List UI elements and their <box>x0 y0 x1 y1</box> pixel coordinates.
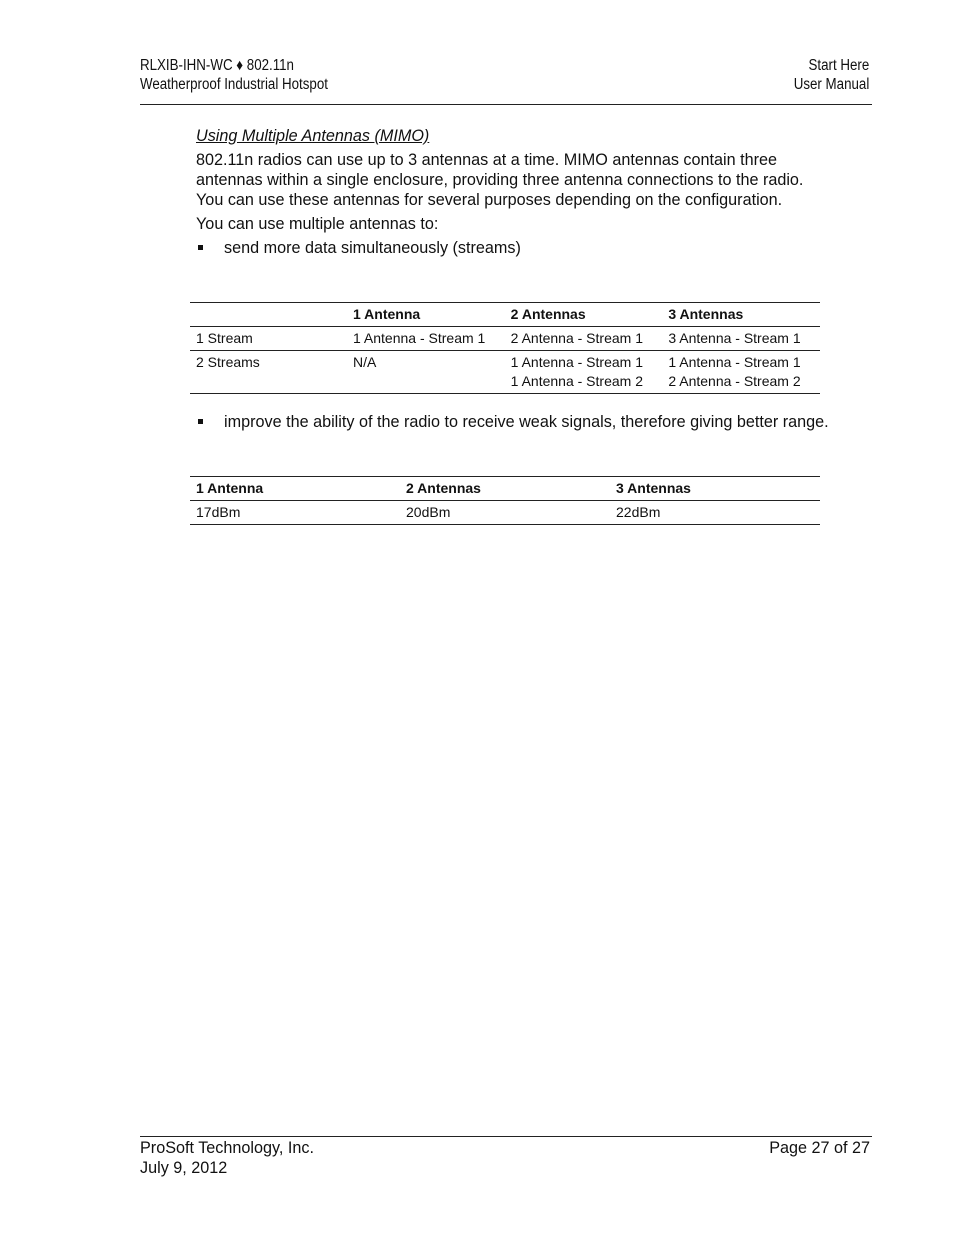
header-left <box>140 56 328 94</box>
bullet-item <box>196 238 822 258</box>
header-product: RLXIB-IHN-WC ♦ 802.11n <box>140 57 294 74</box>
table-header-cell: 2 Antennas <box>406 480 481 496</box>
page-header <box>140 56 870 104</box>
table-cell <box>505 351 663 394</box>
square-bullet-icon <box>198 419 203 424</box>
table-cell: 2 Antenna - Stream 1 <box>510 330 643 346</box>
table-cell-line: 1 Antenna - Stream 1 <box>668 354 801 370</box>
streams-table <box>190 302 820 394</box>
table-header-cell: 1 Antenna <box>353 306 421 322</box>
intro-paragraph: 802.11n radios can use up to 3 antennas at a time. MIMO antennas contain three antennas within a single enclosure, providing three antenna connections to the radio. You can use these antennas for several purposes depending on the configuration. <box>196 151 804 209</box>
table-cell-line: 1 Antenna - Stream 2 <box>510 373 643 389</box>
square-bullet-icon <box>198 245 203 250</box>
table-header-cell: 3 Antennas <box>616 480 691 496</box>
table-cell: 1 Stream <box>196 330 253 346</box>
header-right <box>794 56 870 94</box>
main-content <box>196 126 822 258</box>
header-product-desc: Weatherproof Industrial Hotspot <box>140 76 328 93</box>
table-header-cell: 2 Antennas <box>510 306 586 322</box>
footer-divider <box>140 1136 872 1137</box>
table-cell: 1 Antenna - Stream 1 <box>353 330 486 346</box>
footer-left <box>140 1138 314 1178</box>
footer-page-number: Page 27 of 27 <box>769 1139 870 1157</box>
table-cell: N/A <box>353 354 377 370</box>
range-table <box>190 476 820 525</box>
table-row <box>190 501 820 525</box>
bullet-item <box>196 412 850 432</box>
table-header-cell: 1 Antenna <box>196 480 264 496</box>
table-cell: 22dBm <box>616 504 661 520</box>
table-cell: 3 Antenna - Stream 1 <box>668 330 801 346</box>
table-row <box>190 327 820 351</box>
header-chapter: Start Here <box>808 57 870 74</box>
lead-in-paragraph: You can use multiple antennas to: <box>196 215 439 233</box>
table-header-row <box>190 303 820 327</box>
footer-company: ProSoft Technology, Inc. <box>140 1139 314 1157</box>
table-header-cell: 3 Antennas <box>668 306 744 322</box>
header-divider <box>140 104 872 105</box>
table-cell-line: 2 Antenna - Stream 2 <box>668 373 801 389</box>
footer-date: July 9, 2012 <box>140 1159 228 1177</box>
table-cell: 17dBm <box>196 504 241 520</box>
bullet-text: send more data simultaneously (streams) <box>224 239 521 257</box>
header-doc-type: User Manual <box>793 76 870 93</box>
table-row <box>190 351 820 394</box>
table-header-row <box>190 477 820 501</box>
table-cell-line: 1 Antenna - Stream 1 <box>510 354 643 370</box>
table-header-cell <box>190 303 347 327</box>
bullet-text: improve the ability of the radio to receive weak signals, therefore giving better range. <box>224 413 829 431</box>
table-cell: 2 Streams <box>196 354 260 370</box>
section-title: Using Multiple Antennas (MIMO) <box>196 127 430 145</box>
table-cell: 20dBm <box>406 504 451 520</box>
table-cell <box>662 351 820 394</box>
